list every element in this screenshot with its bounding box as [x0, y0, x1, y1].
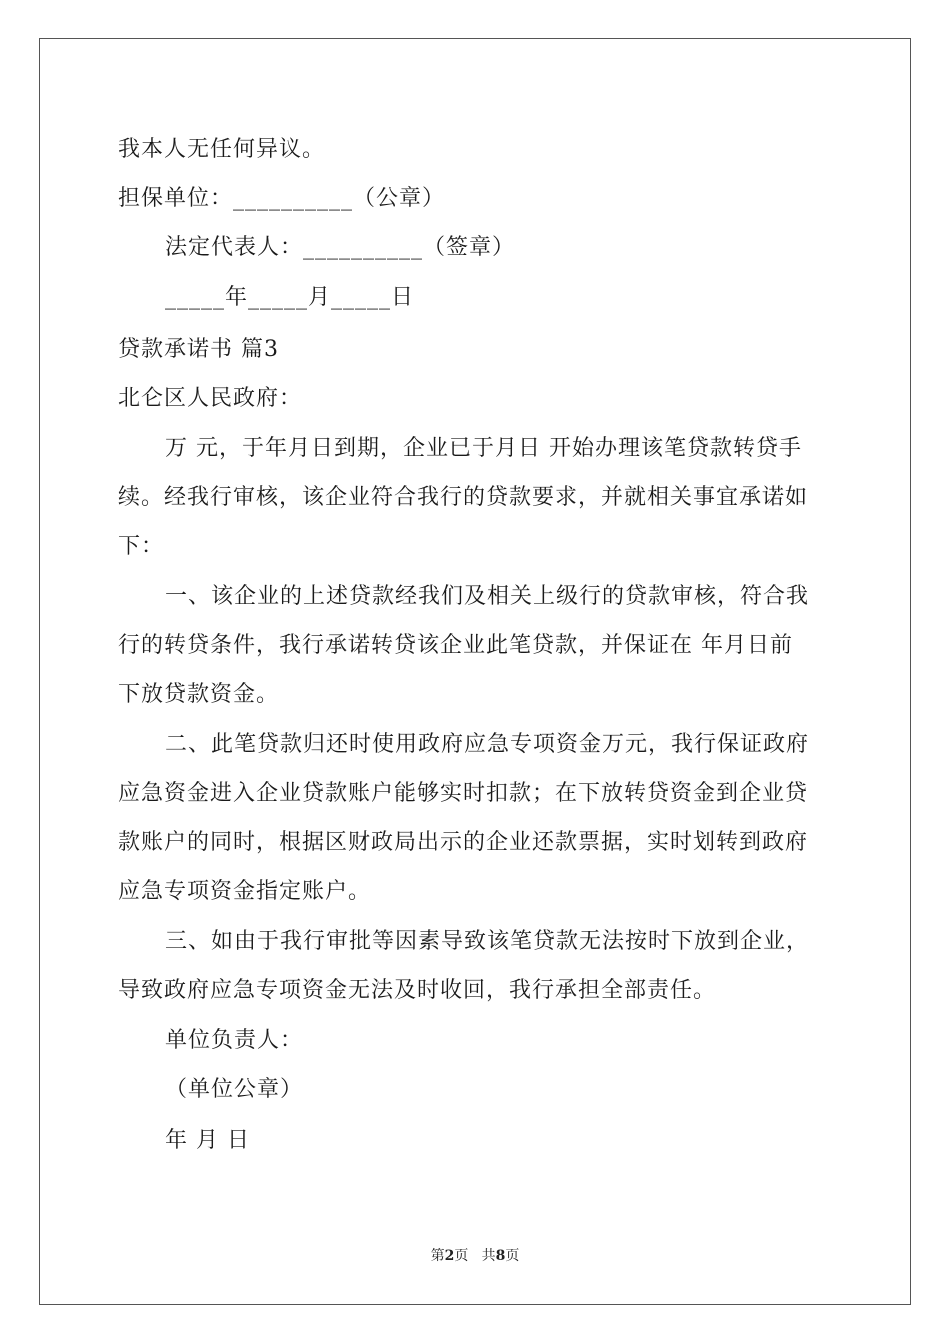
- paragraph-line: 二、此笔贷款归还时使用政府应急专项资金万元，我行保证政府: [165, 732, 810, 757]
- addressee: 北仑区人民政府：: [118, 386, 303, 411]
- paragraph-line: 一、该企业的上述贷款经我们及相关上级行的贷款审核，符合我: [165, 584, 810, 609]
- paragraph-line: 万 元，于年月日到期，企业已于月日 开始办理该笔贷款转贷手: [165, 436, 802, 461]
- paragraph-line: 应急专项资金指定账户。: [118, 879, 372, 904]
- signature-date-line: 年 月 日: [165, 1128, 250, 1153]
- page-border: [39, 38, 911, 1305]
- legal-representative-line: 法定代表人：__________（签章）: [165, 235, 516, 260]
- page-number: 2: [444, 1248, 455, 1264]
- total-prefix: 共: [481, 1248, 496, 1264]
- paragraph-line: 应急资金进入企业贷款账户能够实时扣款；在下放转贷资金到企业贷: [118, 781, 809, 806]
- guarantor-line: 担保单位：__________（公章）: [118, 186, 446, 211]
- paragraph-line: 三、如由于我行审批等因素导致该笔贷款无法按时下放到企业，: [165, 929, 810, 954]
- page-suffix: 页: [454, 1248, 469, 1264]
- total-pages: 8: [495, 1248, 506, 1264]
- section-title: 贷款承诺书 篇3: [118, 337, 279, 362]
- total-suffix: 页: [505, 1248, 520, 1264]
- page-prefix: 第: [430, 1248, 445, 1264]
- text-line: 我本人无任何异议。: [118, 137, 326, 162]
- paragraph-line: 下：: [118, 534, 165, 559]
- paragraph-line: 下放贷款资金。: [118, 682, 280, 707]
- unit-seal-line: （单位公章）: [165, 1077, 304, 1102]
- paragraph-line: 款账户的同时，根据区财政局出示的企业还款票据，实时划转到政府: [118, 830, 809, 855]
- paragraph-line: 续。经我行审核，该企业符合我行的贷款要求，并就相关事宜承诺如: [118, 485, 809, 510]
- date-line: _____年_____月_____日: [165, 285, 415, 310]
- page-footer: [0, 1246, 950, 1266]
- responsible-person-line: 单位负责人：: [165, 1028, 304, 1053]
- paragraph-line: 行的转贷条件，我行承诺转贷该企业此笔贷款，并保证在 年月日前: [118, 633, 793, 658]
- paragraph-line: 导致政府应急专项资金无法及时收回，我行承担全部责任。: [118, 978, 717, 1003]
